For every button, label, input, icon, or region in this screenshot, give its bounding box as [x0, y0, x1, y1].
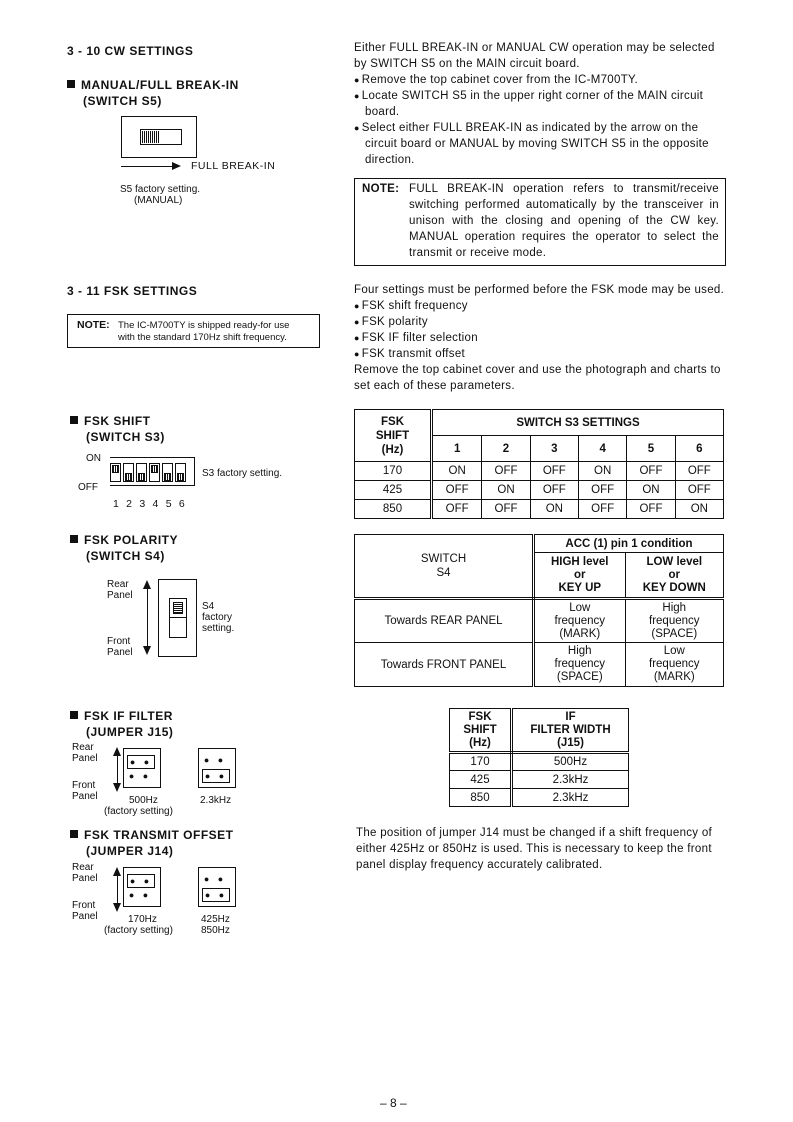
- table-cell: ON: [675, 500, 723, 519]
- fsk-note-label: NOTE:: [77, 319, 110, 331]
- s3-col-2: 2: [482, 436, 530, 462]
- cw-step-3: ● Select either FULL BREAK-IN as indicated by the arrow on the circuit board or MANUAL by moving SWITCH S5 in the opposite direction.: [354, 120, 726, 168]
- s4-polarity-table: [354, 534, 724, 687]
- arrow-down-icon: [113, 903, 121, 912]
- s3-dip-1: [110, 463, 121, 482]
- table-row: [355, 599, 724, 643]
- s4-factory-label: factory: [202, 612, 233, 623]
- fsk-shift-title: FSK SHIFT: [84, 414, 151, 428]
- table-cell: OFF: [675, 481, 723, 500]
- fsk-polarity-switch: (SWITCH S4): [86, 549, 165, 563]
- table-cell: OFF: [530, 481, 578, 500]
- s3-factory-label: S3 factory setting.: [202, 468, 283, 479]
- s3-off-label: OFF: [78, 482, 98, 493]
- arrow-up-icon: [113, 747, 121, 756]
- cw-note-box: [354, 178, 726, 266]
- table-row: [355, 643, 724, 687]
- fsk-polarity-heading: [70, 532, 178, 564]
- table-cell: OFF: [579, 481, 627, 500]
- j15-front-label: Front: [72, 780, 96, 791]
- s5-switch-slot: [140, 129, 182, 145]
- s4-table-switch-header: SWITCH S4: [355, 535, 534, 599]
- j15-2-3khz-label: 2.3kHz: [200, 795, 232, 806]
- fsk-intro: Four settings must be performed before the FSK mode may be used.: [354, 284, 725, 296]
- fsk-note-line2: with the standard 170Hz shift frequency.: [118, 332, 287, 343]
- table-row: [450, 789, 629, 807]
- j15-direction-arrow-icon: [117, 753, 118, 787]
- bullet-square-icon: [70, 416, 78, 424]
- table-cell: 425: [450, 771, 512, 789]
- j14-front-label: Front: [72, 900, 96, 911]
- fsk-if-filter-title: FSK IF FILTER: [84, 709, 173, 723]
- s3-row-hz: 425: [355, 481, 432, 500]
- fsk-item-2: ● FSK polarity: [354, 314, 726, 330]
- s4-switch-slot: [169, 598, 187, 638]
- arrow-up-icon: [143, 580, 151, 589]
- s3-col-5: 5: [627, 436, 675, 462]
- arrow-up-icon: [113, 867, 121, 876]
- table-cell: ON: [530, 500, 578, 519]
- jumper-pins-icon: ● ●: [128, 771, 152, 781]
- s3-col-6: 6: [675, 436, 723, 462]
- j15-500hz-label: 500Hz: [129, 795, 158, 806]
- table-cell: OFF: [482, 462, 530, 481]
- arrow-head-icon: [172, 162, 181, 170]
- j14-425hz-label: 425Hz: [201, 914, 230, 925]
- fsk-item-1: ● FSK shift frequency: [354, 298, 726, 314]
- j14-jumper-170hz: [123, 867, 161, 907]
- s3-dip-switch: [110, 457, 195, 486]
- table-cell: OFF: [627, 462, 675, 481]
- fsk-note-line1: The IC-M700TY is shipped ready-for use: [118, 320, 290, 331]
- s3-dip-6: [175, 463, 186, 482]
- fsk-note-box: [67, 314, 320, 348]
- page-number: – 8 –: [380, 1096, 407, 1110]
- cw-note-text: FULL BREAK-IN operation refers to transmit/receive switching performed automatically by the transceiver in unison with the closing and opening of the CW key. MANUAL operation requires the operator to select the transmit or receive mode.: [409, 183, 719, 259]
- table-cell: Low frequency (MARK): [534, 599, 626, 643]
- s4-table-acc-header: ACC (1) pin 1 condition: [534, 535, 724, 553]
- jumper-cap-icon: ● ●: [202, 769, 230, 783]
- table-cell: ON: [579, 462, 627, 481]
- s4-front-panel-label: Panel: [107, 647, 133, 658]
- table-cell: ON: [482, 481, 530, 500]
- table-row: [355, 481, 724, 500]
- s3-settings-table: [354, 409, 724, 519]
- cw-subheading: [67, 77, 239, 109]
- s3-dip-4: [149, 463, 160, 482]
- table-cell: OFF: [482, 500, 530, 519]
- table-cell: OFF: [530, 462, 578, 481]
- fsk-item-4: ● FSK transmit offset: [354, 346, 726, 362]
- jumper-pins-icon: ● ●: [203, 755, 227, 765]
- j14-factory-label: (factory setting): [104, 925, 173, 936]
- table-cell: 850: [450, 789, 512, 807]
- s3-dip-5: [162, 463, 173, 482]
- table-cell: 2.3kHz: [512, 771, 629, 789]
- fsk-if-filter-heading: [70, 708, 173, 740]
- s4-rear-panel-label: Panel: [107, 590, 133, 601]
- table-row: [450, 771, 629, 789]
- s3-col-1: 1: [432, 436, 482, 462]
- cw-sub-title: MANUAL/FULL BREAK-IN: [81, 78, 239, 92]
- j14-direction-arrow-icon: [117, 873, 118, 907]
- table-cell: OFF: [432, 481, 482, 500]
- s4-switch-diagram: [158, 579, 197, 657]
- s4-switch-knob: [170, 599, 186, 618]
- s5-factory-label: S5 factory setting.: [120, 184, 201, 195]
- table-cell: 170: [450, 753, 512, 771]
- table-row: [450, 753, 629, 771]
- bullet-square-icon: [70, 830, 78, 838]
- bullet-square-icon: [70, 711, 78, 719]
- fsk-heading: 3 - 11 FSK SETTINGS: [67, 284, 198, 298]
- fsk-offset-title: FSK TRANSMIT OFFSET: [84, 828, 234, 842]
- table-cell: OFF: [579, 500, 627, 519]
- j14-170hz-label: 170Hz: [128, 914, 157, 925]
- j14-rear-panel-label: Panel: [72, 873, 98, 884]
- s4-rear-row-label: Towards REAR PANEL: [355, 599, 534, 643]
- s5-switch-knob: [142, 131, 159, 143]
- s3-col-3: 3: [530, 436, 578, 462]
- j15-rear-label: Rear: [72, 742, 94, 753]
- table-cell: High frequency (SPACE): [625, 599, 723, 643]
- j15-front-panel-label: Panel: [72, 791, 98, 802]
- j15-filter-table: [449, 708, 629, 807]
- jumper-cap-icon: ● ●: [202, 888, 230, 902]
- s3-switch-numbers: 1 2 3 4 5 6: [113, 498, 186, 510]
- j15-jumper-2-3khz: [198, 748, 236, 788]
- s3-on-label: ON: [86, 453, 101, 464]
- s3-row-hz: 170: [355, 462, 432, 481]
- bullet-square-icon: [70, 535, 78, 543]
- full-breakin-arrow-icon: [121, 166, 177, 167]
- full-breakin-label: FULL BREAK-IN: [191, 160, 276, 172]
- fsk-outro: Remove the top cabinet cover and use the photograph and charts to set each of these parameters.: [354, 364, 721, 392]
- fsk-offset-jumper: (JUMPER J14): [86, 844, 174, 858]
- s4-table-low-header: LOW level or KEY DOWN: [625, 553, 723, 599]
- bullet-square-icon: [67, 80, 75, 88]
- cw-note-label: NOTE:: [362, 183, 400, 195]
- j14-rear-label: Rear: [72, 862, 94, 873]
- table-row: [355, 500, 724, 519]
- s4-direction-arrow-icon: [147, 586, 148, 648]
- s3-dip-3: [136, 463, 147, 482]
- jumper-pins-icon: ● ●: [203, 874, 227, 884]
- cw-step-1: ● Remove the top cabinet cover from the IC-M700TY.: [354, 72, 726, 88]
- table-cell: ON: [627, 481, 675, 500]
- s3-col-4: 4: [579, 436, 627, 462]
- s5-factory-value: (MANUAL): [134, 195, 183, 206]
- table-cell: OFF: [675, 462, 723, 481]
- j15-jumper-500hz: [123, 748, 161, 788]
- table-cell: OFF: [627, 500, 675, 519]
- s3-dip-2: [123, 463, 134, 482]
- table-cell: ON: [432, 462, 482, 481]
- s4-table-high-header: HIGH level or KEY UP: [534, 553, 626, 599]
- fsk-instructions: [354, 282, 726, 394]
- s5-switch-diagram: [121, 116, 197, 158]
- s3-table-fsk-header: FSK SHIFT (Hz): [355, 410, 432, 462]
- jumper-cap-icon: ● ●: [127, 755, 155, 769]
- table-row: [355, 462, 724, 481]
- j14-850hz-label: 850Hz: [201, 925, 230, 936]
- s4-switch-knob-grip: [173, 602, 183, 614]
- table-cell: High frequency (SPACE): [534, 643, 626, 687]
- cw-instructions: [354, 40, 726, 168]
- table-cell: Low frequency (MARK): [625, 643, 723, 687]
- j14-note-text: The position of jumper J14 must be changed if a shift frequency of either 425Hz or 850Hz is used. This is necessary to keep the front panel display frequency accurately calibrated.: [356, 827, 713, 871]
- arrow-down-icon: [113, 783, 121, 792]
- fsk-offset-heading: [70, 827, 234, 859]
- j14-front-panel-label: Panel: [72, 911, 98, 922]
- table-cell: OFF: [432, 500, 482, 519]
- s4-front-row-label: Towards FRONT PANEL: [355, 643, 534, 687]
- s3-table-group-header: SWITCH S3 SETTINGS: [432, 410, 724, 436]
- fsk-shift-switch: (SWITCH S3): [86, 430, 165, 444]
- fsk-shift-heading: [70, 413, 165, 445]
- j15-table-if-header: IF FILTER WIDTH (J15): [512, 709, 629, 753]
- j15-rear-panel-label: Panel: [72, 753, 98, 764]
- s4-label: S4: [202, 601, 215, 612]
- fsk-polarity-title: FSK POLARITY: [84, 533, 179, 547]
- cw-sub-switch: (SWITCH S5): [83, 94, 162, 108]
- s3-row-hz: 850: [355, 500, 432, 519]
- fsk-item-3: ● FSK IF filter selection: [354, 330, 726, 346]
- j15-table-fsk-header: FSK SHIFT (Hz): [450, 709, 512, 753]
- s4-setting-label: setting.: [202, 623, 235, 634]
- j14-jumper-425-850hz: [198, 867, 236, 907]
- fsk-if-filter-jumper: (JUMPER J15): [86, 725, 174, 739]
- arrow-down-icon: [143, 646, 151, 655]
- cw-heading: 3 - 10 CW SETTINGS: [67, 44, 194, 58]
- jumper-pins-icon: ● ●: [128, 890, 152, 900]
- j15-factory-label: (factory setting): [104, 806, 173, 817]
- cw-intro: Either FULL BREAK-IN or MANUAL CW operation may be selected by SWITCH S5 on the MAIN circuit board.: [354, 42, 715, 70]
- jumper-cap-icon: ● ●: [127, 874, 155, 888]
- cw-step-2: ● Locate SWITCH S5 in the upper right corner of the MAIN circuit board.: [354, 88, 726, 120]
- table-cell: 500Hz: [512, 753, 629, 771]
- s4-rear-label: Rear: [107, 579, 129, 590]
- table-cell: 2.3kHz: [512, 789, 629, 807]
- s4-front-label: Front: [107, 636, 131, 647]
